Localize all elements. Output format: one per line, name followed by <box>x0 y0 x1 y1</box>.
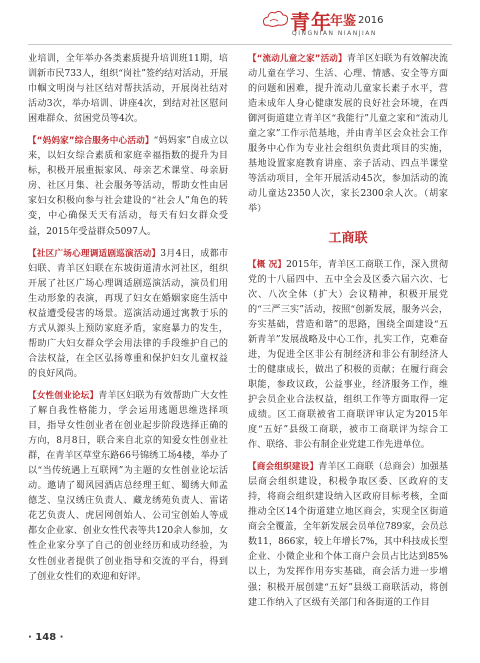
right-column <box>248 52 448 611</box>
page-number: · 148 · <box>28 632 64 643</box>
author-credit: （胡家举） <box>248 189 448 215</box>
paragraph-training: 业培训，全年举办各类素质提升培训班11期，培训新市民733人，组织“岗社”签约结对活动，开展巾帼文明岗与社区结对帮扶活动，开展岗社结对活动3次，举办培训、讲座4次，到结对社区慰问困难群众、贫困党员等4次。 <box>28 54 228 125</box>
logo-main: 青年 <box>290 10 332 34</box>
section-tag: 【概 况】 <box>248 259 287 270</box>
section-text: 2015年，青羊区工商联工作，深入贯彻党的十八届四中、五中全会及区委六届六次、七次、八次全体（扩大）会议精神，积极开展党的“三严三实”活动，按照“创新发展，服务兴会，夯实基础，营造和谐”的思路，围绕全面建设“五新青羊”发展战略及中心工作，扎实工作，克难奋进，为促进全区非公有制经济和非公有制经济人士的健康成长，做出了积极的贡献；在履行商会职能，参政议政，公益事业，经济服务工作，维护会员企业合法权益，组织工作等方面取得一定成绩。区工商联被省工商联评审认定为2015年度“五好”县级工商联，被市工商联评为综合工作、联络、非公有制企业党建工作先进单位。 <box>248 259 448 451</box>
section-text: “妈妈家”自成立以来，以妇女综合素质和家庭幸福指数的提升为目标，积极开展重振家风、母亲艺术课堂、母亲厨房、社区月集、社会服务等活动，帮助女性由居家妇女积极向参与社会建设的“社会人”角色的转变，中心确保天天有活动，每天有妇女群众受益，2015年受益群众5097人。 <box>28 136 228 237</box>
section-text: 青羊区妇联为有效解决流动儿童在学习、生活、心理、情感、安全等方面的问题和困难，提升流动儿童家长素子水平，营造未成年人身心健康发展的良好社会环境，在西御河街道建立青羊区“我能行”儿童之家和“流动儿童之家”工作示范基地，并由青羊区会众社会工作服务中心作为专业社会组织负责此项目的实施，基地设置家庭教育讲座、亲子活动、四点半课堂等活动项目，全年开展活动45次，参加活动的流动儿童达2350人次，家长2300余人次。 <box>248 54 448 200</box>
section-tag: 【商会组织建设】 <box>248 462 319 473</box>
section-mama-home <box>28 134 228 239</box>
section-tag: 【女性创业论坛】 <box>28 390 99 401</box>
section-text: 青羊区妇联为有效帮助广大女性了解自我性格能力，学会运用逃题思维选择项目，指导女性创业者在创业起步阶段选择正确的方向，8月8日，联合来自北京的知爱女性创业社群，在青羊区草堂东路66号锦绣工场4楼，举办了以“当传统遇上互联网”为主题的女性创业论坛活动。邀请了蜀风园酒店总经理王虹、蜀绣大师孟德芝、皇汉绣庄负责人、藏龙绣苑负责人、雷诺花艺负责人、虎居网创始人、公司宝创始人等成都女企业家、创业女性代表等共120余人参加，女性企业家分享了自己的创业经历和成功经验，为女性创业者提供了创业指导和交流的平台，得到了创业女性们的欢迎和好评。 <box>28 390 228 582</box>
page-header <box>0 0 480 44</box>
section-psych-drama <box>28 247 228 382</box>
left-column <box>28 52 228 585</box>
section-female-forum <box>28 389 228 585</box>
section-heading: 工商联 <box>328 230 368 246</box>
logo-pinyin: QINGNIAN NIANJIAN <box>292 30 377 37</box>
section-migrant-children <box>248 52 448 218</box>
yearbook-logo <box>290 6 410 42</box>
section-chamber-building <box>248 460 448 610</box>
section-text: 青羊区工商联（总商会）加强基层商会组织建设，积极争取区委、区政府的支持，将商会组织建设纳入区政府目标考核，全面推动全区14个街道建立地区商会，实现全区街道商会全覆盖，全年新发展会员单位789家，会员总数11，866家，较上年增长7%，其中科技成长型企业、小微企业和个体工商户会员占比达到85%以上，为发挥作用夯实基础，商会活力进一步增强；积极开展创建“五好”县级工商联活动，将创建工作纳入了区级有关部门和各街道的工作目 <box>248 462 448 608</box>
section-overview <box>248 258 448 454</box>
section-tag: 【“妈妈家”综合服务中心活动】 <box>28 136 154 147</box>
logo-year: 2016 <box>358 15 384 26</box>
section-tag: 【“流动儿童之家”活动】 <box>248 54 347 64</box>
header-divider <box>28 44 452 45</box>
section-text: 3月4日，成都市妇联、青羊区妇联在东坡街道清水河社区，组织开展了社区广场心理调适剧巡演活动，演员们用生动形象的表演，再现了妇女在婚姻家庭生活中权益遭受侵害的场景。巡演活动通过寓教于乐的方式从源头上预防家庭矛盾，家庭暴力的发生，帮助广大妇女群众学会用法律的手段维护自己的合法权益，在全区弘扬尊重和保护妇女儿童权益的良好风尚。 <box>28 248 228 379</box>
cloud-ornament-icon <box>260 8 290 30</box>
logo-sub: 年鉴 <box>330 14 357 29</box>
section-tag: 【社区广场心理调适剧巡演活动】 <box>28 248 161 259</box>
